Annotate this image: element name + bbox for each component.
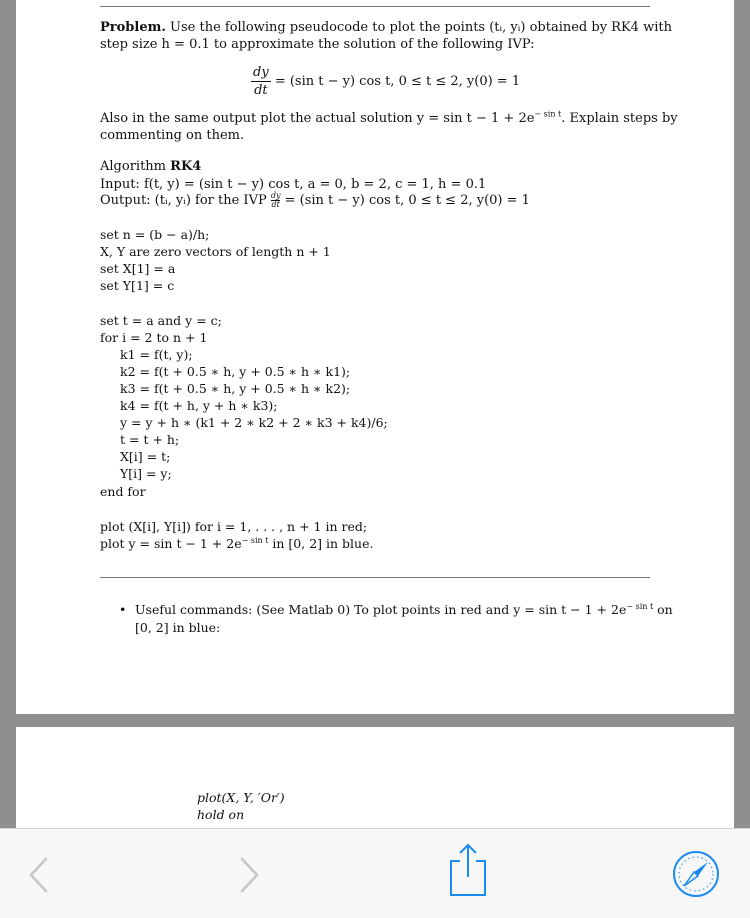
output-denominator: dt [271, 200, 280, 209]
chevron-right-icon [236, 857, 262, 893]
top-rule [100, 6, 650, 7]
bullet-text-b: on [653, 602, 673, 617]
ivp-fraction [251, 64, 271, 99]
loop-body-line: y = y + h ∗ (k1 + 2 ∗ k2 + 2 ∗ k3 + k4)/6; [120, 415, 388, 430]
bullet-text-a: Useful commands: (See Matlab 0) To plot points in red and y = sin t − 1 + 2e [135, 602, 627, 617]
algorithm-name: RK4 [170, 159, 202, 174]
loop-head-line: for i = 2 to n + 1 [100, 330, 208, 345]
page2-code-line: plot(X, Y, ′Or′) [197, 790, 285, 805]
also-text-b: . Explain steps by [561, 111, 678, 126]
also-line-1 [100, 110, 678, 127]
plot-text-a: plot y = sin t − 1 + 2e [100, 536, 242, 551]
back-button[interactable] [26, 857, 52, 893]
problem-label: Problem. [100, 20, 166, 35]
loop-body-line: k4 = f(t + h, y + h ∗ k3); [120, 398, 278, 413]
problem-line-1 [100, 19, 672, 36]
loop-head-line: set t = a and y = c; [100, 313, 222, 328]
algorithm-word: Algorithm [100, 159, 166, 174]
ivp-rhs: = (sin t − y) cos t, 0 ≤ t ≤ 2, y(0) = 1 [274, 74, 521, 89]
loop-body-line: X[i] = t; [120, 449, 171, 464]
plot-text-b: in [0, 2] in blue. [268, 536, 374, 551]
browser-toolbar [0, 828, 750, 918]
setup-line: set Y[1] = c [100, 278, 175, 293]
plot-line-1: plot (X[i], Y[i]) for i = 1, . . . , n + 1 in red; [100, 519, 368, 534]
output-numerator: dy [270, 191, 281, 200]
ivp-numerator: dy [253, 65, 269, 80]
algorithm-input: Input: f(t, y) = (sin t − y) cos t, a = 0, b = 2, c = 1, h = 0.1 [100, 177, 487, 192]
also-text-a: Also in the same output plot the actual solution y = sin t − 1 + 2e [100, 111, 535, 126]
share-icon [448, 843, 488, 897]
loop-body-line: k3 = f(t + 0.5 ∗ h, y + 0.5 ∗ h ∗ k2); [120, 381, 351, 396]
compass-icon [672, 850, 720, 898]
setup-line: set n = (b − a)/h; [100, 227, 210, 242]
forward-button[interactable] [236, 857, 262, 893]
also-line-2: commenting on them. [100, 128, 245, 143]
ivp-equation [251, 64, 520, 99]
end-for-line: end for [100, 484, 146, 499]
bullet-line-2: [0, 2] in blue: [135, 620, 221, 635]
setup-line: X, Y are zero vectors of length n + 1 [100, 244, 331, 259]
loop-body-line: k2 = f(t + 0.5 ∗ h, y + 0.5 ∗ h ∗ k1); [120, 364, 351, 379]
chevron-left-icon [26, 857, 52, 893]
loop-body-line: k1 = f(t, y); [120, 347, 193, 362]
problem-line-2: step size h = 0.1 to approximate the solution of the following IVP: [100, 37, 535, 52]
output-text-b: = (sin t − y) cos t, 0 ≤ t ≤ 2, y(0) = 1 [284, 193, 530, 208]
setup-line: set X[1] = a [100, 261, 176, 276]
output-fraction [271, 192, 281, 209]
ivp-denominator: dt [254, 83, 268, 98]
problem-text-1: Use the following pseudocode to plot the points (tᵢ, yᵢ) obtained by RK4 with [170, 20, 672, 35]
section-rule [100, 577, 650, 578]
bullet-line-1 [135, 601, 673, 618]
page2-code-line: hold on [197, 807, 245, 822]
plot-exponent: − sin t [241, 535, 269, 545]
also-exponent: − sin t [534, 109, 562, 119]
document-page-1 [16, 0, 734, 714]
loop-body-line: t = t + h; [120, 432, 180, 447]
loop-body-line: Y[i] = y; [120, 466, 172, 481]
output-text-a: Output: (tᵢ, yᵢ) for the IVP [100, 193, 267, 208]
share-button[interactable] [448, 843, 488, 897]
bullet-exponent: − sin t [626, 601, 654, 611]
algorithm-output [100, 192, 530, 209]
safari-button[interactable] [672, 850, 720, 898]
plot-line-2 [100, 535, 373, 552]
algorithm-heading [100, 158, 201, 175]
